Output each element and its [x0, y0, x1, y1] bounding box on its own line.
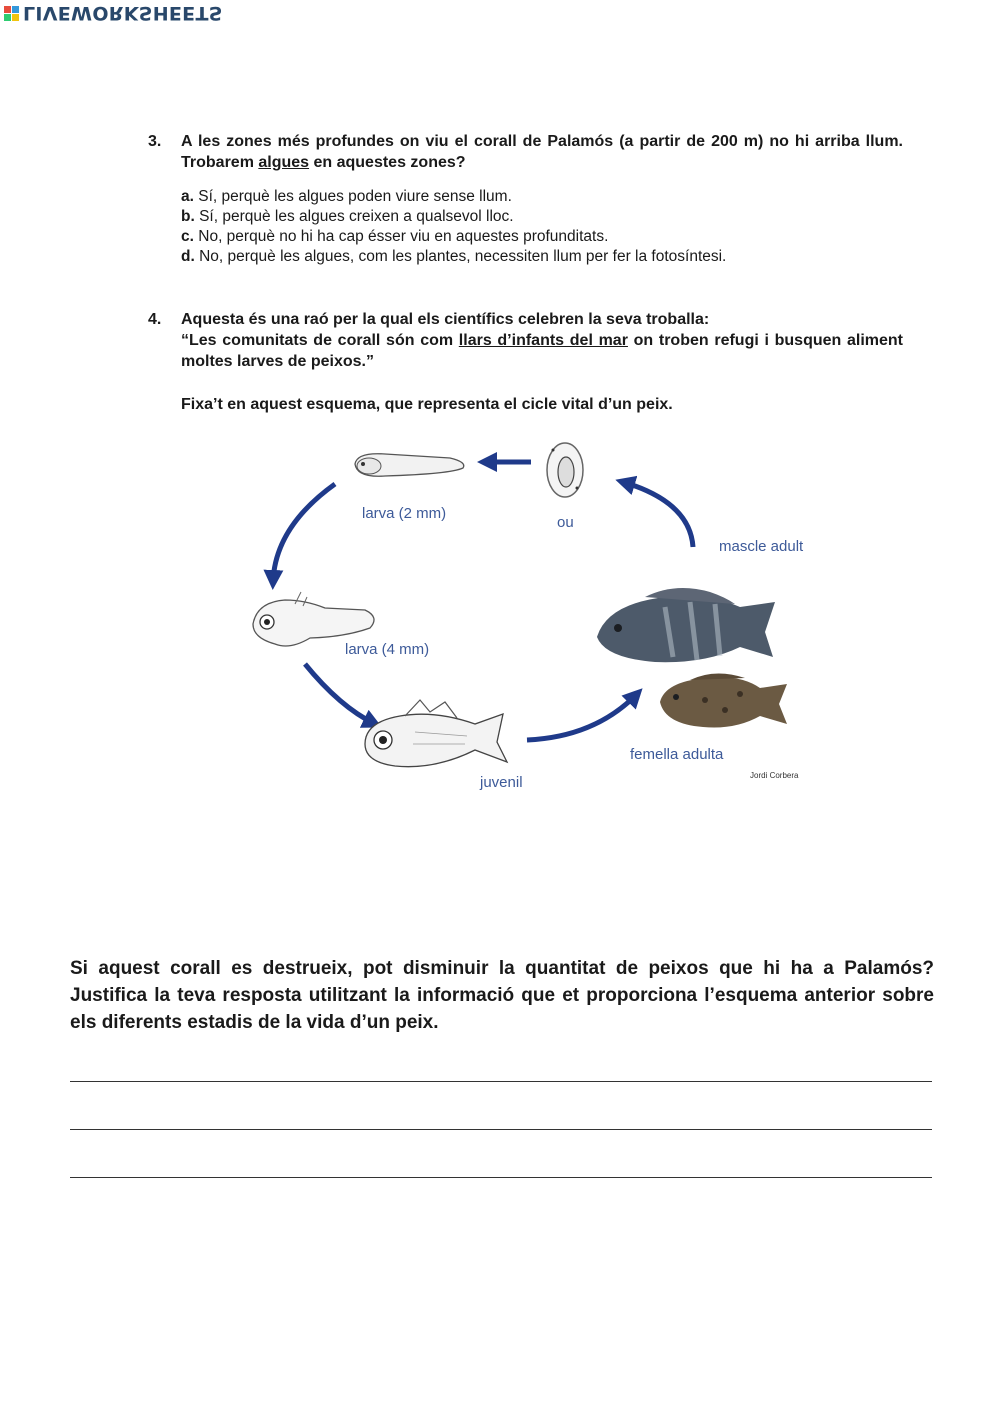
question-4-instruction: Fixa’t en aquest esquema, que representa el cicle vital d’un peix.	[181, 396, 673, 413]
option-a[interactable]: a. Sí, perquè les algues poden viure sense llum.	[181, 188, 512, 205]
label-female-adult: femella adulta	[630, 746, 724, 763]
image-credit: Jordi Corbera	[750, 771, 799, 780]
question-4-number: 4.	[148, 311, 162, 328]
label-larva-2mm: larva (2 mm)	[362, 505, 447, 522]
larva-2mm-illustration	[355, 454, 464, 477]
answer-line-3[interactable]	[70, 1177, 932, 1178]
female-adult-fish-illustration	[660, 673, 787, 727]
option-d[interactable]: d. No, perquè les algues, com les plantes, necessiten llum per fer la fotosíntesi.	[181, 248, 727, 265]
option-b[interactable]: b. Sí, perquè les algues creixen a qualsevol lloc.	[181, 208, 514, 225]
fish-life-cycle-diagram	[235, 432, 805, 800]
egg-illustration	[547, 443, 583, 497]
arrow-juvenile-to-adult	[527, 694, 637, 740]
juvenile-illustration	[365, 700, 507, 767]
option-c[interactable]: c. No, perquè no hi ha cap ésser viu en aquestes profunditats.	[181, 228, 609, 245]
arrow-larva4-to-juvenile	[305, 664, 375, 724]
question-3-options	[181, 187, 903, 267]
underlined-phrase: llars d’infants del mar	[458, 332, 628, 349]
question-4-line1: Aquesta és una raó per la qual els científics celebren la seva troballa:	[181, 311, 710, 328]
arrow-larva2-to-larva4	[273, 484, 335, 582]
answer-line-1[interactable]	[70, 1081, 932, 1082]
logo-squares-icon	[4, 6, 19, 21]
label-juvenile: juvenil	[480, 774, 523, 791]
arrow-adult-to-egg	[623, 482, 693, 547]
question-4-quote: “Les comunitats de corall són com llars d’infants del mar on troben refugi i busquen aliment moltes larves de peixos.”	[181, 332, 903, 370]
label-male-adult: mascle adult	[719, 538, 804, 555]
question-4	[148, 309, 903, 415]
underlined-word-algues: algues	[258, 154, 310, 171]
liveworksheets-logo	[4, 2, 223, 24]
final-question: Si aquest corall es destrueix, pot disminuir la quantitat de peixos que hi ha a Palamós? Justifica la teva resposta utilitzant la informació que et proporciona l’esquema anterior sobre els diferents estadis de la vida d’un peix.	[70, 958, 934, 1033]
label-larva-4mm: larva (4 mm)	[345, 641, 430, 658]
question-3-prompt: A les zones més profundes on viu el corall de Palamós (a partir de 200 m) no hi arriba llum. Trobarem algues en aquestes zones?	[181, 133, 903, 171]
male-adult-fish-illustration	[597, 588, 775, 662]
logo-text: LIVEWORKSHEETS	[23, 2, 223, 24]
label-egg: ou	[557, 514, 574, 531]
question-3-number: 3.	[148, 133, 162, 150]
larva-4mm-illustration	[253, 592, 374, 646]
answer-line-2[interactable]	[70, 1129, 932, 1130]
question-3	[148, 131, 903, 267]
